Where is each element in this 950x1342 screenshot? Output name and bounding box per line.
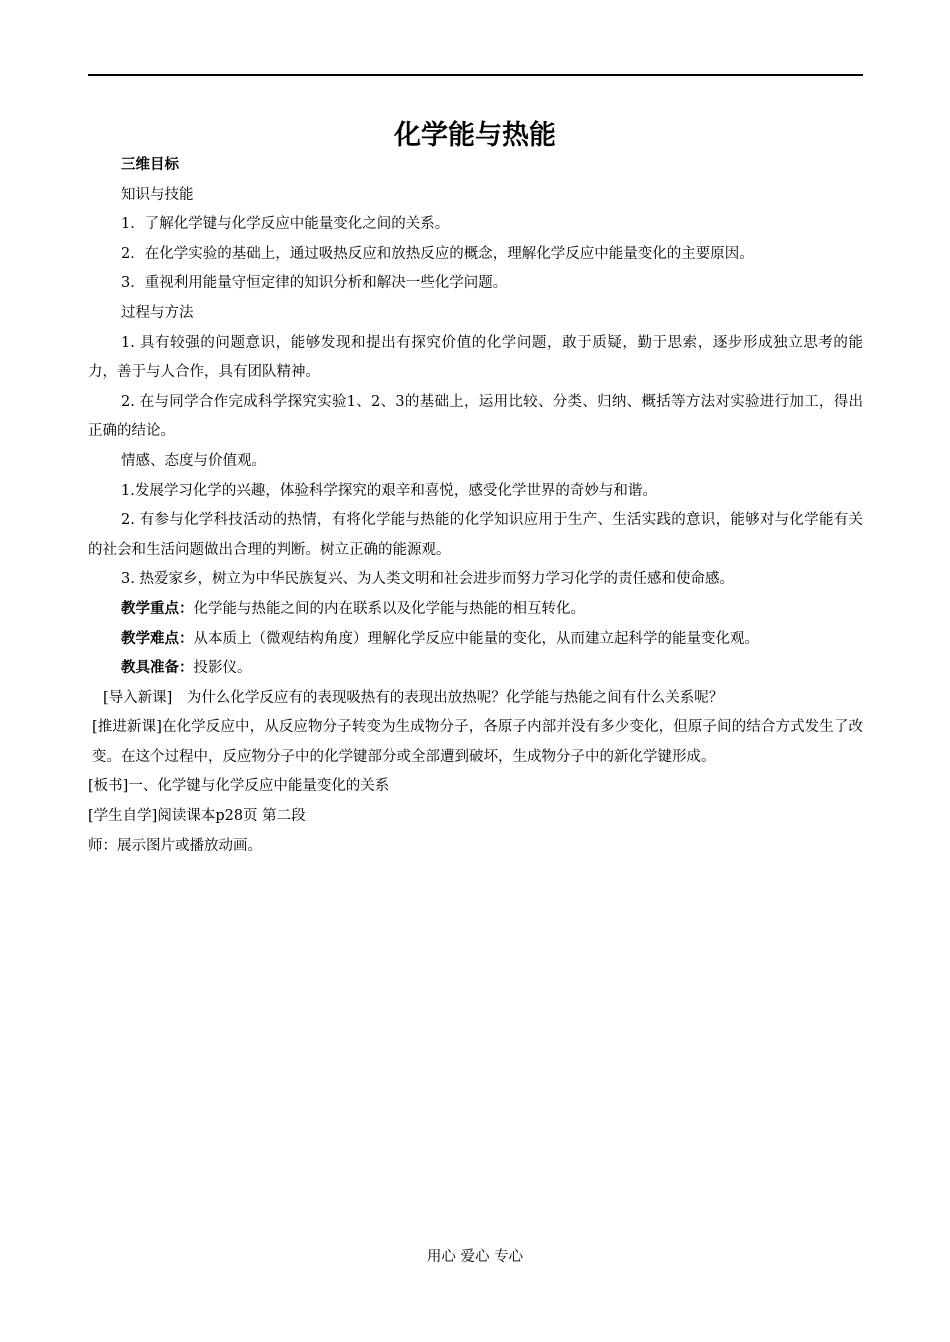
difficulty <box>88 625 863 655</box>
emotion-item: 3. 热爱家乡，树立为中华民族复兴、为人类文明和社会进步而努力学习化学的责任感和使命感。 <box>121 571 734 588</box>
emotion-item: 1.发展学习化学的兴趣，体验科学探究的艰辛和喜悦，感受化学世界的奇妙与和谐。 <box>121 482 657 499</box>
tools-label: 教具准备： <box>121 660 194 677</box>
process-item: 1. 具有较强的问题意识，能够发现和提出有探究价值的化学问题，敢于质疑，勤于思索，逐步形成独立思考的能力，善于与人合作，具有团队精神。 <box>88 334 863 381</box>
document-body <box>88 151 863 861</box>
tools-text: 投影仪。 <box>193 660 252 677</box>
process-heading: 过程与方法 <box>121 304 194 321</box>
process-item: 2. 在与同学合作完成科学探究实验1、2、3的基础上，运用比较、分类、归纳、概括等方法对实验进行加工，得出正确的结论。 <box>88 393 863 440</box>
knowledge-heading: 知识与技能 <box>121 186 194 203</box>
teacher-note: 师：展示图片或播放动画。 <box>88 837 262 854</box>
header-rule <box>88 74 863 76</box>
page-title: 化学能与热能 <box>394 120 556 151</box>
knowledge-item: 2．在化学实验的基础上，通过吸热反应和放热反应的概念，理解化学反应中能量变化的主要原因。 <box>121 245 754 262</box>
page-footer: 用心 爱心 专心 <box>426 1249 524 1265</box>
intro-paragraph: [导入新课] 为什么化学反应有的表现吸热有的表现出放热呢？化学能与热能之间有什么关系呢？ <box>103 689 724 706</box>
goals-heading: 三维目标 <box>121 157 179 173</box>
key-point <box>88 595 863 625</box>
knowledge-item: 3．重视利用能量守恒定律的知识分析和解决一些化学问题。 <box>121 275 508 292</box>
board-note: [板书]一、化学键与化学反应中能量变化的关系 <box>88 778 390 795</box>
difficulty-label: 教学难点： <box>121 630 194 647</box>
emotion-item: 2. 有参与化学科技活动的热情，有将化学能与热能的化学知识应用于生产、生活实践的意识，能够对与化学能有关的社会和生活问题做出合理的判断。树立正确的能源观。 <box>88 512 863 558</box>
self-study-note: [学生自学]阅读课本p28页 第二段 <box>88 808 306 825</box>
advance-paragraph: [推进新课]在化学反应中，从反应物分子转变为生成物分子，各原子内部并没有多少变化，但原子间的结合方式发生了改变。在这个过程中，反应物分子中的化学键部分或全部遭到破坏，生成物分子中的新化学键形成。 <box>92 719 863 765</box>
key-point-label: 教学重点： <box>121 600 194 617</box>
knowledge-item: 1．了解化学键与化学反应中能量变化之间的关系。 <box>121 216 450 233</box>
emotion-heading: 情感、态度与价值观。 <box>121 452 266 469</box>
difficulty-text: 从本质上（微观结构角度）理解化学反应中能量的变化，从而建立起科学的能量变化观。 <box>193 630 759 647</box>
tools <box>88 654 863 684</box>
key-point-text: 化学能与热能之间的内在联系以及化学能与热能的相互转化。 <box>193 600 585 617</box>
